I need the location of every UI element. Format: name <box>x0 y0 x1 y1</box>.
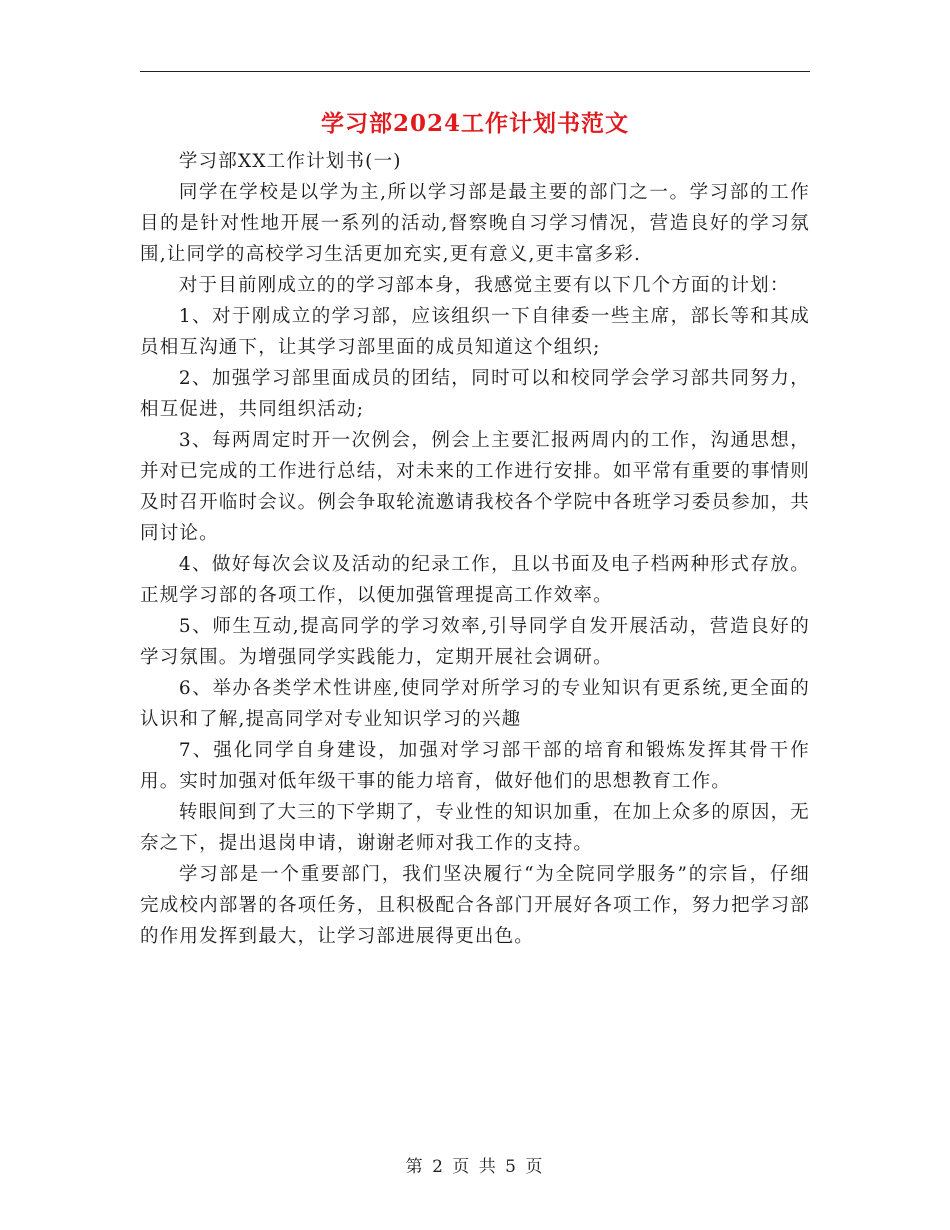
section-heading: 学习部XX工作计划书(一) <box>178 151 402 172</box>
plan-item-2: 2、加强学习部里面成员的团结，同时可以和校同学会学习部共同努力，相互促进，共同组织活动; <box>140 368 810 420</box>
plan-item-4: 4、做好每次会议及活动的纪录工作，且以书面及电子档两种形式存放。正规学习部的各项工作，以便加强管理提高工作效率。 <box>140 554 810 606</box>
page-number-footer: 第 2 页 共 5 页 <box>405 1157 545 1177</box>
paragraph-plan-lead: 对于目前刚成立的的学习部本身，我感觉主要有以下几个方面的计划： <box>178 275 790 296</box>
document-body <box>140 146 810 952</box>
paragraph-closing: 学习部是一个重要部门，我们坚决履行“为全院同学服务”的宗旨，仔细完成校内部署的各项任务，且积极配合各部门开展好各项工作，努力把学习部的作用发挥到最大，让学习部进展得更出色。 <box>140 864 810 947</box>
header-rule <box>140 71 810 72</box>
plan-item-7: 7、强化同学自身建设，加强对学习部干部的培育和锻炼发挥其骨干作用。实时加强对低年级干事的能力培育，做好他们的思想教育工作。 <box>140 740 810 792</box>
plan-item-3: 3、每两周定时开一次例会，例会上主要汇报两周内的工作，沟通思想，并对已完成的工作进行总结，对未来的工作进行安排。如平常有重要的事情则及时召开临时会议。例会争取轮流邀请我校各个学院中各班学习委员参加，共同讨论。 <box>140 430 810 544</box>
plan-item-5: 5、师生互动,提高同学的学习效率,引导同学自发开展活动，营造良好的学习氛围。为增强同学实践能力，定期开展社会调研。 <box>140 616 810 668</box>
document-title: 学习部2024工作计划书范文 <box>320 110 629 137</box>
plan-item-6: 6、举办各类学术性讲座,使同学对所学习的专业知识有更系统,更全面的认识和了解,提高同学对专业知识学习的兴趣 <box>140 678 810 730</box>
plan-item-1: 1、对于刚成立的学习部，应该组织一下自律委一些主席，部长等和其成员相互沟通下，让其学习部里面的成员知道这个组织; <box>140 306 810 358</box>
paragraph-intro: 同学在学校是以学为主,所以学习部是最主要的部门之一。学习部的工作目的是针对性地开展一系列的活动,督察晚自习学习情况，营造良好的学习氛围,让同学的高校学习生活更加充实,更有意义,更丰富多彩. <box>140 182 810 265</box>
paragraph-resignation: 转眼间到了大三的下学期了，专业性的知识加重，在加上众多的原因，无奈之下，提出退岗申请，谢谢老师对我工作的支持。 <box>140 802 810 854</box>
